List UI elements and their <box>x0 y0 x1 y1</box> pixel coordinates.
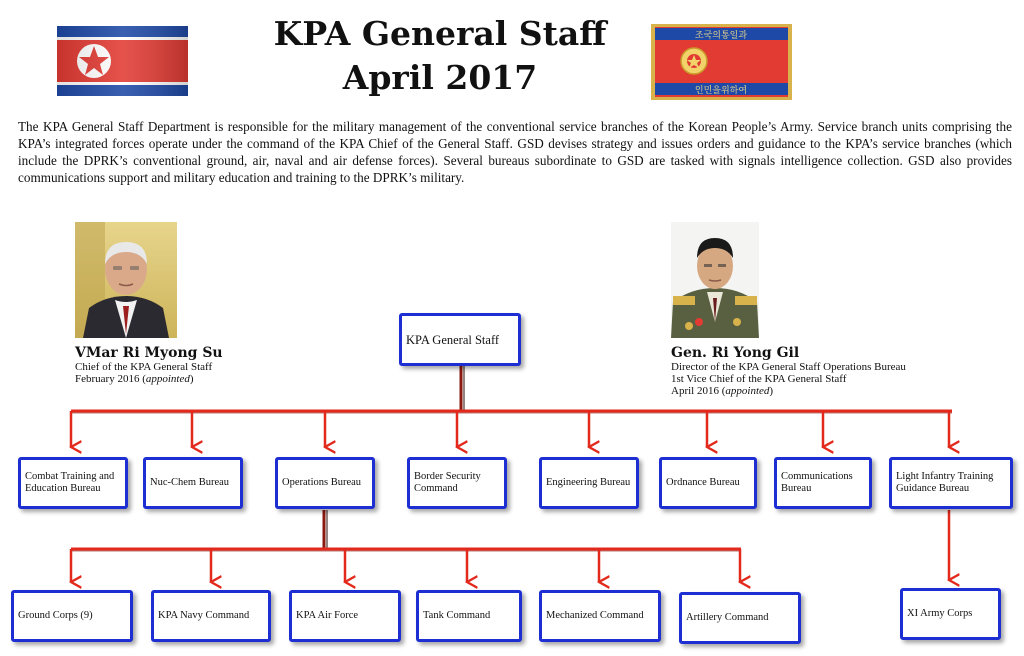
person-appointed: February 2016 (appointed) <box>75 373 194 385</box>
person-name: Gen. Ri Yong Gil <box>671 345 800 361</box>
org-node-ground-corps: Ground Corps (9) <box>11 590 133 642</box>
title-line-1: KPA General Staff <box>273 14 607 53</box>
person-role: 1st Vice Chief of the KPA General Staff <box>671 373 847 385</box>
org-node-ordnance: Ordnance Bureau <box>659 457 757 509</box>
org-node-root: KPA General Staff <box>399 313 521 366</box>
org-node-communications: Communications Bureau <box>774 457 872 509</box>
org-node-air-force: KPA Air Force <box>289 590 401 642</box>
org-node-mechanized-command: Mechanized Command <box>539 590 661 642</box>
org-node-light-infantry: Light Infantry Training Guidance Bureau <box>889 457 1013 509</box>
banner-top-text: 조국의통일과 <box>694 31 748 41</box>
person-title: Director of the KPA General Staff Operations Bureau <box>671 361 906 373</box>
org-node-navy-command: KPA Navy Command <box>151 590 271 642</box>
trunk-operations <box>324 510 327 548</box>
description-paragraph: The KPA General Staff Department is responsible for the military management of the conventional service branches of the Korean People’s Army. Service branch units comprising the KPA’s integrated forces operate under the command of the KPA Chief of the General Staff. GSD devises strategy and issues orders and guidance to the KPA’s service branches (which include the DPRK’s conventional ground, air, naval and air defense forces). Several bureaus subordinate to GSD are tasked with signals intelligence collection. GSD also provides communications support and military education and training to the DPRK’s military. <box>18 119 1012 185</box>
org-node-combat-training: Combat Training and Education Bureau <box>18 457 128 509</box>
org-node-artillery-command: Artillery Command <box>679 592 801 644</box>
trunk-root <box>461 366 464 410</box>
person-appointed: April 2016 (appointed) <box>671 385 774 397</box>
org-node-engineering: Engineering Bureau <box>539 457 639 509</box>
org-node-operations-bureau: Operations Bureau <box>275 457 375 509</box>
org-node-border-security: Border Security Command <box>407 457 507 509</box>
org-node-nuc-chem: Nuc-Chem Bureau <box>143 457 243 509</box>
person-title: Chief of the KPA General Staff <box>75 361 213 373</box>
person-name: VMar Ri Myong Su <box>75 345 223 361</box>
banner-bottom-text: 인민을위하여 <box>694 86 748 96</box>
org-node-tank-command: Tank Command <box>416 590 522 642</box>
org-node-xi-army-corps: XI Army Corps <box>900 588 1001 640</box>
title-line-2: April 2017 <box>342 58 538 97</box>
